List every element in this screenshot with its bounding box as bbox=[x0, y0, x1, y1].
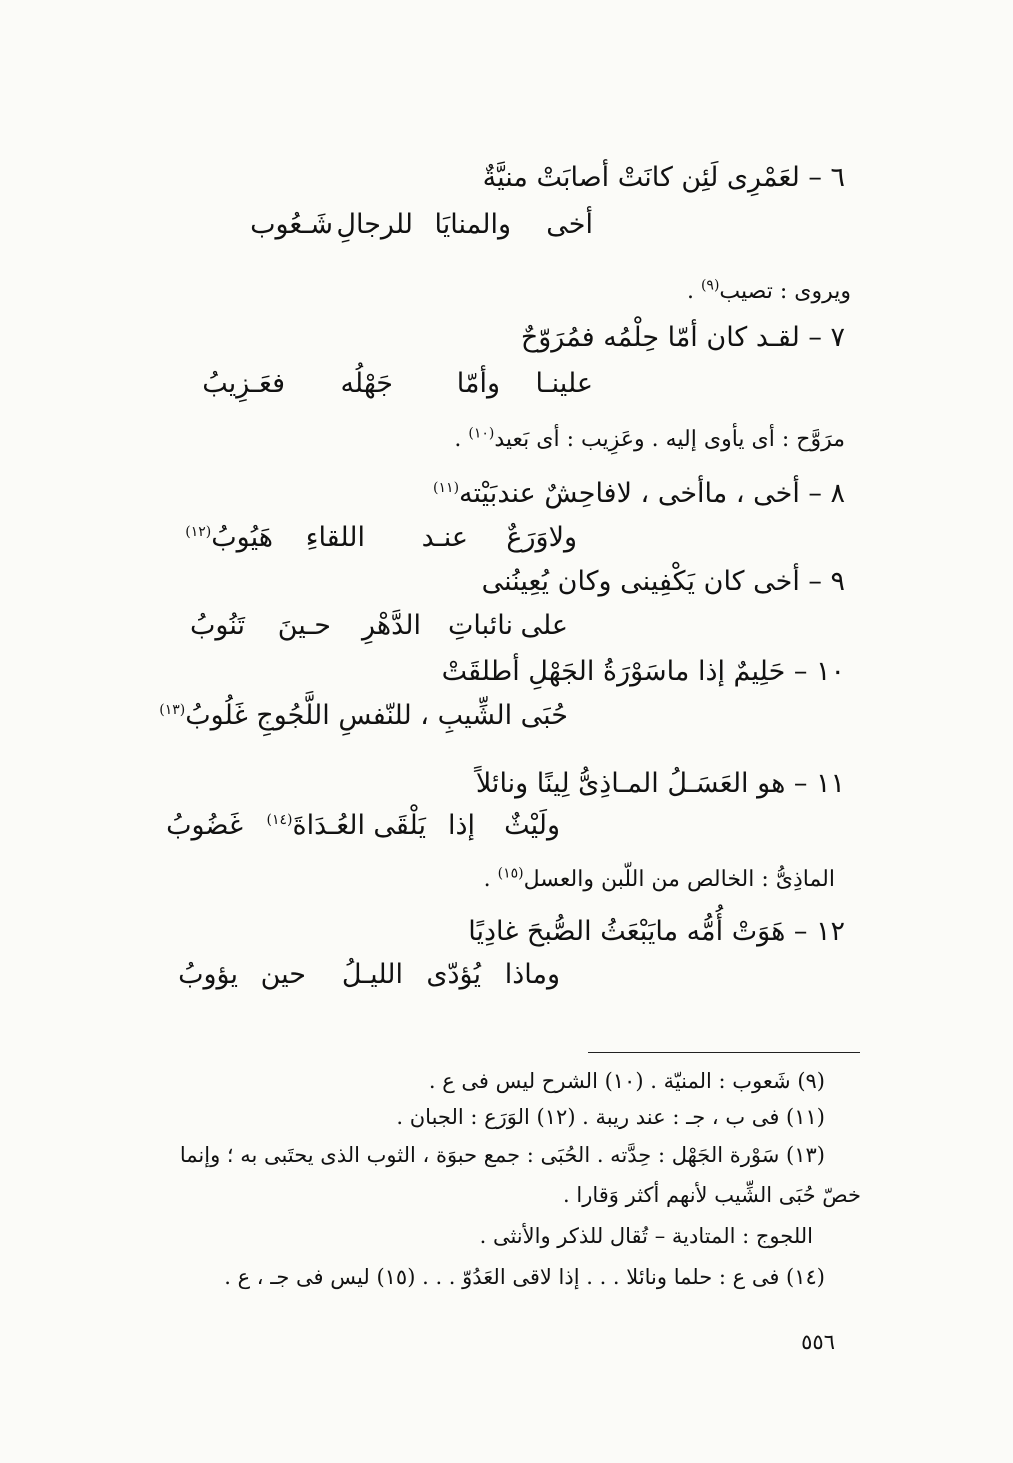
verse-word bbox=[267, 806, 365, 846]
verse-word: نائباتِ bbox=[447, 610, 513, 641]
footnote-mark: (١٣) bbox=[159, 702, 186, 718]
verse-text: ٨ – أخى ، ماأخى ، لافاحِشٌ عندبَيْته bbox=[459, 478, 845, 509]
verse-word: على bbox=[520, 610, 568, 641]
verse-word: حـينَ bbox=[277, 610, 331, 641]
verse-6-second-hemistich bbox=[0, 205, 1013, 245]
verse-word: اللقاءِ bbox=[305, 522, 365, 553]
footnote-line: (١١) فى ب ، جـ : عند ريبة . (١٢) الوَرَع : الجبان . bbox=[396, 1105, 825, 1129]
verse-word-text: هَيُوبُ bbox=[211, 522, 273, 553]
footnote-line: (١٤) فى ع : حلما ونائلا . . . إذا لاقى العَدُوّ . . . (١٥) ليس فى جـ ، ع . bbox=[224, 1265, 825, 1289]
verse-8-second-hemistich bbox=[0, 518, 1013, 558]
verse-word: للرجالِ bbox=[336, 209, 413, 240]
verse-word: ولَيْثٌ bbox=[504, 810, 560, 841]
verse-word: إذا bbox=[447, 810, 475, 841]
verse-word: الليـلُ bbox=[341, 959, 403, 990]
verse-word: والمنايَا bbox=[434, 209, 511, 240]
verse-9-first-hemistich: ٩ – أخى كان يَكْفِينى وكان يُعِينُنى bbox=[481, 566, 845, 597]
verse-word: الدَّهْرِ bbox=[361, 610, 421, 641]
verse-9-second-hemistich bbox=[0, 606, 1013, 646]
verse-8-first-hemistich bbox=[433, 474, 845, 514]
footnote-mark: (١٢) bbox=[185, 524, 212, 540]
verse-word: شَـعُوب bbox=[250, 209, 333, 240]
verse-11-second-hemistich bbox=[0, 806, 1013, 846]
verse-word bbox=[185, 518, 273, 558]
verse-12-second-hemistich bbox=[0, 955, 1013, 995]
verse-6-variant-note: ويروى : تصيب$^{(٩)}$ . bbox=[686, 277, 851, 304]
note-text: الماذِىُّ : الخالص من اللّبن والعسل bbox=[523, 867, 835, 892]
verse-word: وماذا bbox=[504, 959, 560, 990]
verse-word: تَنُوبُ bbox=[189, 610, 245, 641]
verse-6-first-hemistich: ٦ – لعَمْرِى لَئِن كانَتْ أصابَتْ منيَّةٌ bbox=[482, 162, 845, 193]
verse-word: فعَـزِيبُ bbox=[202, 368, 285, 399]
verse-word: وأمّا bbox=[456, 368, 500, 399]
verse-word: جَهْلُه bbox=[340, 368, 393, 399]
verse-10-second-hemistich bbox=[159, 696, 568, 736]
verse-text: حُبَى الشِّيبِ ، للنّفسِ اللَّجُوجِ غَلُوبُ bbox=[185, 700, 568, 731]
footnote-line: (٩) شَعوب : المنيّة . (١٠) الشرح ليس فى ع . bbox=[428, 1069, 825, 1093]
verse-word: يؤوبُ bbox=[178, 959, 238, 990]
footnote-separator bbox=[588, 1052, 860, 1053]
verse-11-gloss: الماذِىُّ : الخالص من اللّبن والعسل$^{(١٥)}$ . bbox=[483, 865, 835, 892]
footnote-line: (١٣) سَوْرة الجَهْل : حِدَّته . الحُبَى : جمع حبوَة ، الثوب الذى يحتَبى به ؛ وإنما bbox=[179, 1143, 825, 1167]
verse-10-first-hemistich: ١٠ – حَلِيمٌ إذا ماسَوْرَةُ الجَهْلِ أطلقَتْ bbox=[441, 656, 845, 687]
verse-word: يَلْقَى bbox=[373, 810, 426, 841]
verse-word: غَضُوبُ bbox=[166, 810, 243, 841]
verse-word: علينـا bbox=[535, 368, 593, 399]
verse-7-first-hemistich: ٧ – لقـد كان أمّا حِلْمُه فمُرَوّحٌ bbox=[520, 322, 845, 353]
verse-7-second-hemistich bbox=[0, 364, 1013, 404]
footnote-mark: (١١) bbox=[433, 480, 460, 496]
verse-word-text: العُـدَاةَ bbox=[292, 810, 365, 841]
footnote-line: اللجوج : المتادية – تُقال للذكر والأنثى . bbox=[479, 1224, 813, 1248]
footnote-mark: (١٠) bbox=[468, 425, 495, 442]
verse-7-gloss: مرَوَّح : أى يأوى إليه . وعَزِيب : أى بَعيد$^{(١٠)}$ . bbox=[454, 425, 845, 452]
note-text: ويروى : تصيب bbox=[719, 279, 851, 304]
footnote-mark: (١٤) bbox=[266, 812, 293, 828]
verse-word: عنـد bbox=[421, 522, 468, 553]
page-number: ٥٥٦ bbox=[801, 1330, 835, 1354]
verse-word: حين bbox=[260, 959, 306, 990]
verse-word: يُؤدّى bbox=[426, 959, 481, 990]
verse-11-first-hemistich: ١١ – هو العَسَـلُ المـاذِىُّ لِينًا ونائلاً bbox=[475, 768, 845, 799]
footnote-line: خصّ حُبَى الشِّيب لأنهم أكثر وَقارا . bbox=[563, 1183, 861, 1207]
note-text: مرَوَّح : أى يأوى إليه . وعَزِيب : أى بَعيد bbox=[494, 427, 845, 452]
verse-word: أخى bbox=[546, 209, 593, 240]
verse-word: ولاوَرَعٌ bbox=[506, 522, 577, 553]
verse-12-first-hemistich: ١٢ – هَوَتْ أُمُّه مايَبْعَثُ الصُّبحَ غادِيًا bbox=[468, 916, 845, 947]
footnote-mark: (١٥) bbox=[497, 865, 524, 882]
footnote-mark: (٩) bbox=[700, 277, 720, 294]
